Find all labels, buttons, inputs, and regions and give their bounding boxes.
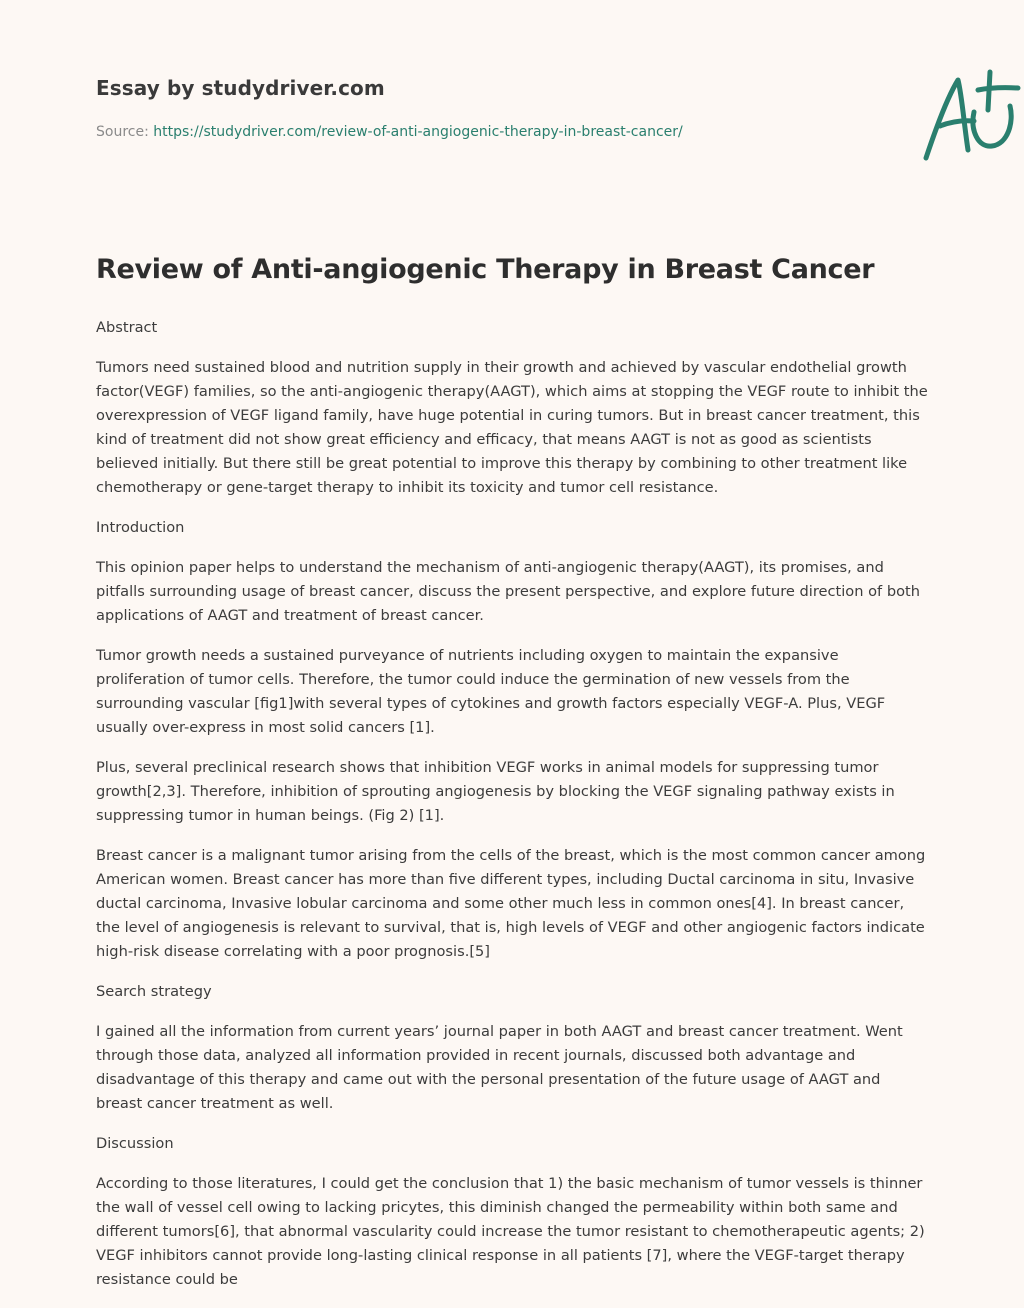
discussion-heading: Discussion	[96, 1135, 174, 1152]
introduction-paragraph: This opinion paper helps to understand the mechanism of anti-angiogenic therapy(AAGT), its promises, and pitfalls surrounding usage of breast cancer, discuss the present perspective, and explore future direction of both applications of AAGT and treatment of breast cancer.	[96, 559, 920, 624]
search-strategy-heading: Search strategy	[96, 983, 212, 1000]
abstract-paragraph: Tumors need sustained blood and nutrition supply in their growth and achieved by vascular endothelial growth factor(VEGF) families, so the anti-angiogenic therapy(AAGT), which aims at stopping the VEGF route to inhibit the overexpression of VEGF ligand family, have huge potential in curing tumors. But in breast cancer treatment, this kind of treatment did not show great efficiency and efficacy, that means AAGT is not as good as scientists believed initially. But there still be great potential to improve this therapy by combining to other treatment like chemotherapy or gene-target therapy to inhibit its toxicity and tumor cell resistance.	[96, 359, 928, 496]
introduction-paragraph: Plus, several preclinical research shows that inhibition VEGF works in animal models for suppressing tumor growth[2,3]. Therefore, inhibition of sprouting angiogenesis by blocking the VEGF signaling pathway exists in suppressing tumor in human beings. (Fig 2) [1].	[96, 759, 895, 824]
source-link[interactable]: https://studydriver.com/review-of-anti-angiogenic-therapy-in-breast-cancer/	[153, 124, 683, 140]
introduction-paragraph: Tumor growth needs a sustained purveyance of nutrients including oxygen to maintain the expansive proliferation of tumor cells. Therefore, the tumor could induce the germination of new vessels from the surrounding vascular [fig1]with several types of cytokines and growth factors especially VEGF-A. Plus, VEGF usually over-express in most solid cancers [1].	[96, 647, 886, 736]
a-plus-logo-icon	[918, 66, 1024, 166]
introduction-paragraph: Breast cancer is a malignant tumor arising from the cells of the breast, which is the most common cancer among American women. Breast cancer has more than five different types, including Ductal carcinoma in situ, Invasive ductal carcinoma, Invasive lobular carcinoma and some other much less in common ones[4]. In breast cancer, the level of angiogenesis is relevant to survival, that is, high levels of VEGF and other angiogenic factors indicate high-risk disease correlating with a poor prognosis.[5]	[96, 847, 926, 960]
essay-body	[96, 316, 930, 1308]
page-title: Review of Anti-angiogenic Therapy in Breast Cancer	[96, 254, 875, 285]
search-strategy-paragraph: I gained all the information from current years’ journal paper in both AAGT and breast cancer treatment. Went through those data, analyzed all information provided in recent journals, discussed both advantage and disadvantage of this therapy and came out with the personal presentation of the future usage of AAGT and breast cancer treatment as well.	[96, 1023, 903, 1112]
abstract-heading: Abstract	[96, 319, 158, 336]
source-line	[96, 124, 683, 140]
introduction-heading: Introduction	[96, 519, 185, 536]
site-brand: Essay by studydriver.com	[96, 76, 385, 100]
discussion-paragraph: According to those literatures, I could get the conclusion that 1) the basic mechanism of tumor vessels is thinner the wall of vessel cell owing to lacking pricytes, this diminish changed the permeability within both same and different tumors[6], that abnormal vascularity could increase the tumor resistant to chemotherapeutic agents; 2) VEGF inhibitors cannot provide long-lasting clinical response in all patients [7], where the VEGF-target therapy resistance could be	[96, 1175, 925, 1288]
source-label: Source:	[96, 124, 149, 140]
